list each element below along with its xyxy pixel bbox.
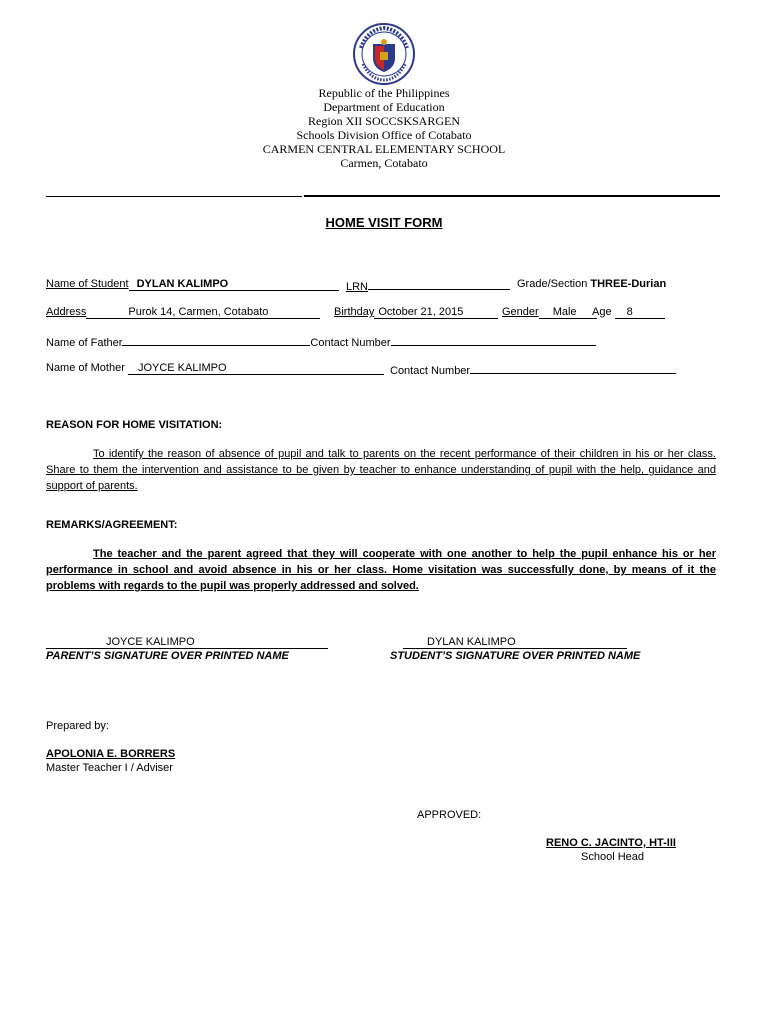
grade-value: THREE-Durian: [590, 278, 667, 290]
gender-row: [502, 306, 597, 319]
lrn-blank: [368, 278, 510, 290]
mother-contact-blank: [470, 362, 676, 374]
header-divider-thin: [46, 196, 302, 197]
birthday-value: October 21, 2015: [374, 306, 498, 319]
approver-title: School Head: [581, 851, 644, 863]
student-name-label: Name of Student: [46, 278, 129, 290]
lrn-row: [346, 278, 510, 293]
header-school: CARMEN CENTRAL ELEMENTARY SCHOOL: [262, 142, 506, 156]
header-divider-thick: [304, 195, 720, 197]
student-name-row: [46, 278, 339, 291]
prepared-by-title: Master Teacher I / Adviser: [46, 762, 173, 774]
mother-contact-label: Contact Number: [390, 365, 471, 377]
approved-label: APPROVED:: [417, 809, 482, 821]
age-label: Age: [592, 306, 612, 318]
father-name-blank: [122, 334, 310, 346]
header-country: Republic of the Philippines: [318, 86, 450, 100]
gender-label: Gender: [502, 306, 539, 318]
form-title: HOME VISIT FORM: [325, 215, 443, 230]
student-signature-block: [403, 636, 627, 649]
header-division: Schools Division Office of Cotabato: [296, 128, 472, 142]
father-row: [46, 334, 596, 349]
gender-value: Male: [539, 306, 597, 319]
father-label: Name of Father: [46, 337, 123, 349]
parent-signature-caption: PARENT’S SIGNATURE OVER PRINTED NAME: [46, 650, 289, 662]
grade-row: [517, 278, 666, 290]
header-department: Department of Education: [323, 100, 445, 114]
header-region: Region XII SOCCSKSARGEN: [307, 114, 460, 128]
mother-row: [46, 362, 384, 375]
student-signature-caption: STUDENT’S SIGNATURE OVER PRINTED NAME: [390, 650, 641, 662]
reason-heading: REASON FOR HOME VISITATION:: [46, 419, 223, 431]
mother-label: Name of Mother: [46, 362, 125, 374]
deped-seal-logo: [347, 22, 421, 86]
student-printed-name: DYLAN KALIMPO: [403, 636, 627, 649]
address-row: [46, 306, 320, 319]
father-contact-blank: [391, 334, 596, 346]
mother-contact-row: [390, 362, 676, 377]
remarks-heading: REMARKS/AGREEMENT:: [46, 519, 178, 531]
mother-name-value: JOYCE KALIMPO: [128, 362, 384, 375]
approver-name: RENO C. JACINTO, HT-III: [546, 837, 676, 849]
age-row: [592, 306, 665, 319]
prepared-by-label: Prepared by:: [46, 720, 109, 732]
parent-printed-name: JOYCE KALIMPO: [46, 636, 328, 649]
age-value: 8: [615, 306, 665, 319]
grade-label: Grade/Section: [517, 278, 588, 290]
student-name-value: DYLAN KALIMPO: [129, 278, 339, 291]
address-label: Address: [46, 306, 87, 318]
birthday-label: Birthday: [334, 306, 375, 318]
parent-signature-block: [46, 636, 328, 649]
lrn-label: LRN: [346, 281, 369, 293]
remarks-text: The teacher and the parent agreed that they will cooperate with one another to help the pupil enhance his or her performance in school and avoid absence in his or her class. Home visitation was successfully done, by means of it the problems with regards to the pupil was properly addressed and solved.: [46, 548, 716, 592]
prepared-by-name: APOLONIA E. BORRERS: [46, 748, 176, 760]
reason-text: To identify the reason of absence of pupil and talk to parents on the recent performance of their children in his or her class. Share to them the intervention and assistance to be given by teacher to enhance understanding of pupil with the help, guidance and support of parents.: [46, 448, 716, 492]
father-contact-label: Contact Number: [310, 337, 391, 349]
address-value: Purok 14, Carmen, Cotabato: [86, 306, 320, 319]
birthday-row: [334, 306, 498, 319]
header-location: Carmen, Cotabato: [340, 156, 428, 170]
